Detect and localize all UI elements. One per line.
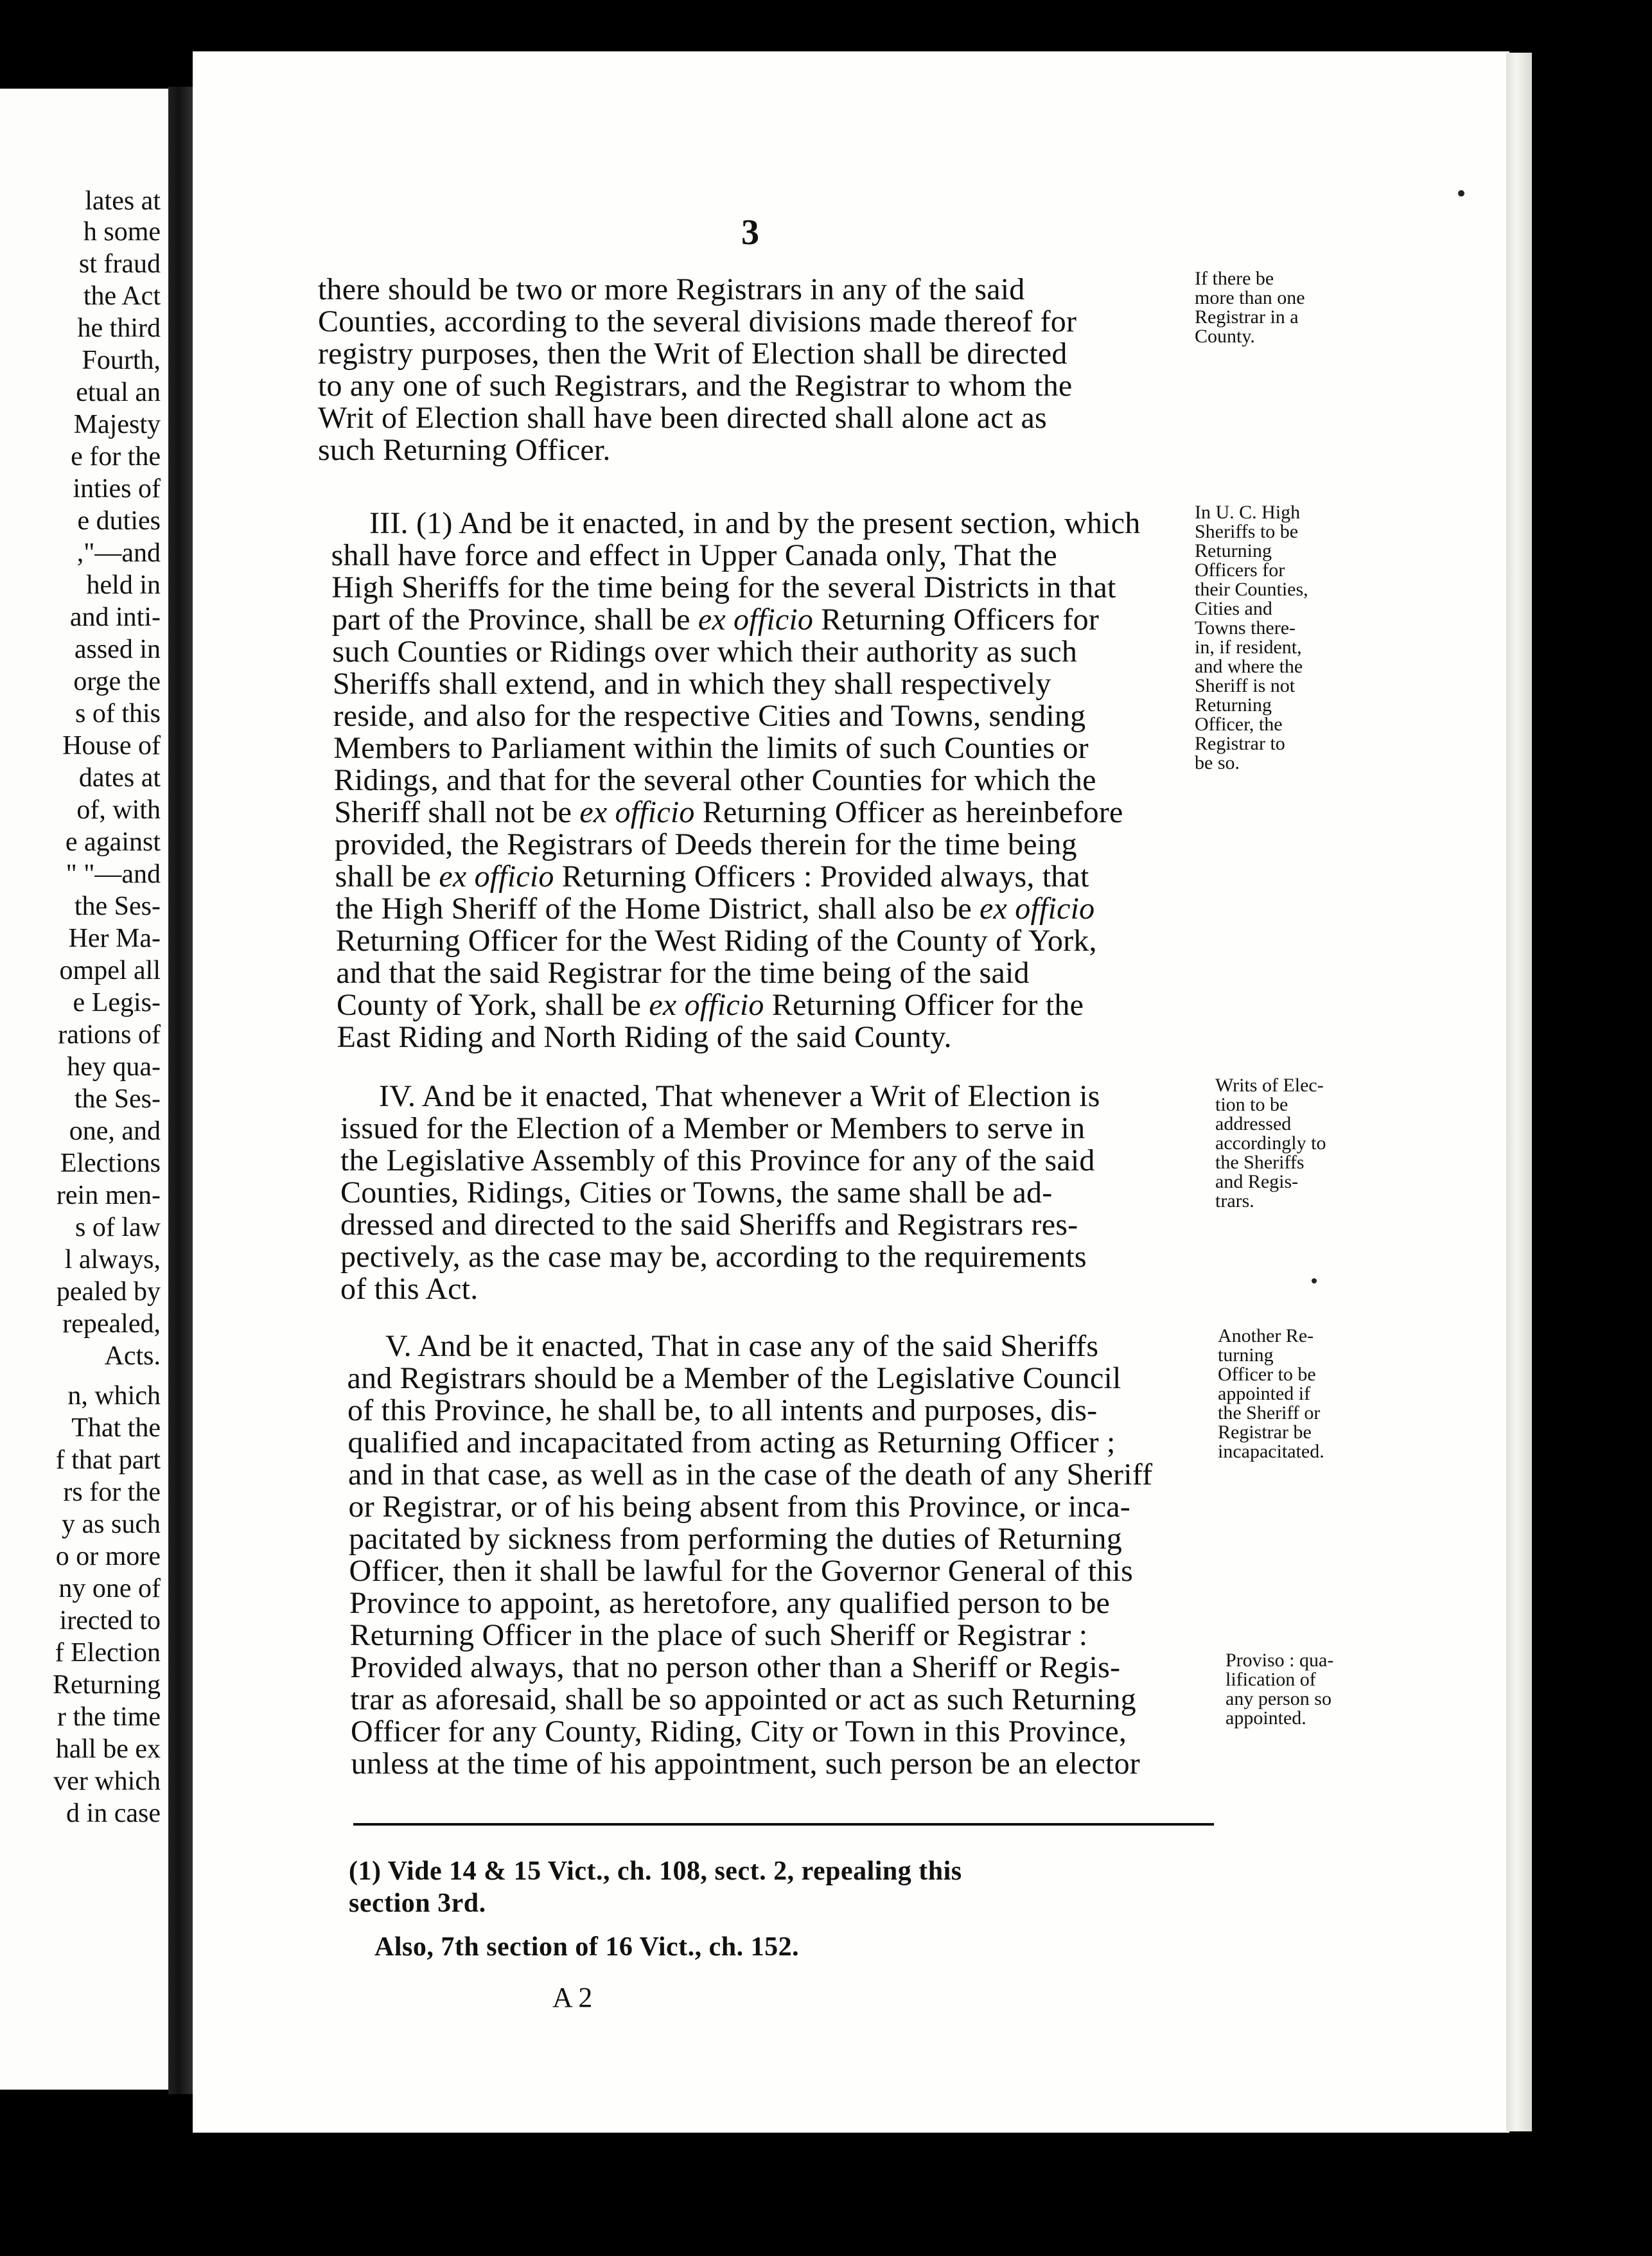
marginal-note-line: Proviso : qua- <box>1226 1650 1334 1671</box>
marginal-note-line: Registrar be <box>1218 1422 1312 1443</box>
facing-page-line: e for the <box>71 442 161 471</box>
signature-mark: A 2 <box>552 1982 593 2013</box>
body-line: III. (1) And be it enacted, in and by the present section, which <box>369 506 1141 540</box>
facing-page-line: the Ses- <box>74 892 161 921</box>
facing-page-line: lates at <box>85 186 161 216</box>
facing-page-line: e duties <box>77 506 161 536</box>
facing-page-line: of, with <box>76 795 161 825</box>
body-line: provided, the Registrars of Deeds therein for the time being <box>335 827 1077 861</box>
facing-page-line: repealed, <box>62 1309 161 1339</box>
facing-page-line: Majesty <box>73 410 161 439</box>
facing-page-line: rations of <box>58 1020 161 1050</box>
body-line: Returning Officer for the West Riding of the County of York, <box>335 924 1097 958</box>
body-line: to any one of such Registrars, and the Registrar to whom the <box>318 369 1073 403</box>
body-line: Returning Officer in the place of such Sheriff or Registrar : <box>349 1618 1088 1652</box>
facing-page-line: d in case <box>66 1799 161 1828</box>
ink-speck <box>1458 190 1464 197</box>
marginal-note-line: be so. <box>1195 752 1240 773</box>
body-line: the High Sheriff of the Home District, shall also be ex officio <box>335 892 1095 926</box>
body-line: pacitated by sickness from performing the duties of Returning <box>349 1522 1122 1556</box>
marginal-note-line: trars. <box>1215 1190 1254 1212</box>
body-line: such Returning Officer. <box>318 433 611 467</box>
footnote-line: Also, 7th section of 16 Vict., ch. 152. <box>374 1932 800 1962</box>
facing-page-line: inties of <box>73 474 161 504</box>
marginal-note-line: Registrar in a <box>1195 306 1299 328</box>
body-line: pectively, as the case may be, according to the requirements <box>340 1240 1087 1274</box>
facing-page-line: dates at <box>78 763 161 793</box>
body-line: Ridings, and that for the several other Counties for which the <box>333 763 1096 797</box>
marginal-note-line: tion to be <box>1215 1094 1288 1115</box>
marginal-note-line: and Regis- <box>1215 1171 1299 1192</box>
facing-page-line: s of this <box>75 699 161 728</box>
facing-page-line: s of law <box>75 1213 161 1242</box>
body-line: qualified and incapacitated from acting as Returning Officer ; <box>347 1425 1116 1459</box>
body-line: Sheriffs shall extend, and in which they shall respectively <box>333 667 1051 701</box>
marginal-note-line: the Sheriffs <box>1215 1152 1305 1173</box>
facing-page-line: l always, <box>64 1245 161 1274</box>
facing-page-line: hey qua- <box>67 1052 161 1082</box>
marginal-note-line: Officer, the <box>1195 714 1283 735</box>
marginal-note-line: Returning <box>1195 694 1272 716</box>
facing-page-left <box>0 89 168 2090</box>
body-line: dressed and directed to the said Sheriffs and Registrars res- <box>340 1208 1078 1242</box>
body-line: Provided always, that no person other than a Sheriff or Regis- <box>350 1650 1121 1684</box>
body-line: IV. And be it enacted, That whenever a Writ of Election is <box>379 1079 1100 1113</box>
facing-page-line: hall be ex <box>55 1734 161 1764</box>
body-line: and Registrars should be a Member of the Legislative Council <box>347 1361 1121 1395</box>
facing-page-line: ompel all <box>59 956 161 985</box>
body-line: County of York, shall be ex officio Returning Officer for the <box>337 988 1084 1022</box>
facing-page-line: orge the <box>73 667 161 696</box>
body-line: High Sheriffs for the time being for the several Districts in that <box>331 570 1116 604</box>
marginal-note-line: Cities and <box>1195 598 1272 619</box>
facing-page-line: etual an <box>76 378 161 407</box>
marginal-note-line: turning <box>1218 1344 1274 1366</box>
marginal-note-line: Registrar to <box>1195 733 1285 754</box>
marginal-note-line: incapacitated. <box>1218 1441 1324 1462</box>
facing-page-line: That the <box>71 1413 161 1443</box>
marginal-note-line: County. <box>1195 326 1255 347</box>
marginal-note-line: more than one <box>1195 287 1305 308</box>
marginal-note-line: If there be <box>1195 268 1274 289</box>
marginal-note-line: their Counties, <box>1195 579 1308 600</box>
facing-page-line: the Ses- <box>74 1084 161 1114</box>
facing-page-line: f Election <box>55 1638 161 1668</box>
page-number: 3 <box>741 213 759 252</box>
body-line: shall be ex officio Returning Officers : Provided always, that <box>335 859 1089 894</box>
marginal-note-line: Returning <box>1195 540 1272 561</box>
facing-page-line: o or more <box>55 1542 161 1571</box>
body-line: reside, and also for the respective Cities and Towns, sending <box>333 699 1086 733</box>
body-line: Writ of Election shall have been directed shall alone act as <box>318 401 1047 435</box>
marginal-note-line: and where the <box>1195 656 1303 677</box>
facing-page-line: and inti- <box>69 603 161 632</box>
body-line: of this Province, he shall be, to all intents and purposes, dis- <box>347 1393 1098 1427</box>
body-line: East Riding and North Riding of the said County. <box>337 1020 952 1054</box>
facing-page-line: the Act <box>83 281 161 311</box>
marginal-note-line: accordingly to <box>1215 1132 1326 1154</box>
body-line: shall have force and effect in Upper Canada only, That the <box>331 538 1057 572</box>
footnote-line: section 3rd. <box>349 1889 486 1918</box>
facing-page-line: Her Ma- <box>68 924 161 953</box>
facing-page-line: rs for the <box>63 1477 161 1507</box>
body-line: such Counties or Ridings over which their authority as such <box>332 635 1078 669</box>
marginal-note-line: addressed <box>1215 1113 1292 1134</box>
facing-page-line: pealed by <box>56 1277 161 1307</box>
facing-page-line: e Legis- <box>73 988 161 1018</box>
book-gutter <box>168 87 194 2094</box>
marginal-note-line: lification of <box>1226 1669 1316 1690</box>
body-line: unless at the time of his appointment, such person be an elector <box>351 1747 1140 1781</box>
marginal-note-line: in, if resident, <box>1195 637 1302 658</box>
body-line: Officer, then it shall be lawful for the Governor General of this <box>349 1554 1133 1588</box>
body-line: Sheriff shall not be ex officio Returning Officer as hereinbefore <box>334 795 1123 829</box>
body-line: and in that case, as well as in the case of the death of any Sheriff <box>348 1458 1153 1492</box>
facing-page-line: he third <box>77 313 161 343</box>
facing-page-line: House of <box>62 731 161 761</box>
body-line: Counties, Ridings, Cities or Towns, the same shall be ad- <box>340 1176 1053 1210</box>
facing-page-line: r the time <box>57 1702 161 1732</box>
facing-page-line: " "—and <box>66 859 161 889</box>
facing-page-line: f that part <box>55 1445 161 1475</box>
marginal-note-line: Sheriffs to be <box>1195 521 1299 542</box>
document-page <box>193 51 1509 2133</box>
facing-page-line: e against <box>65 827 161 857</box>
facing-page-line: h some <box>83 217 161 247</box>
marginal-note-line: appointed. <box>1226 1707 1306 1729</box>
body-line: there should be two or more Registrars in any of the said <box>318 272 1025 306</box>
marginal-note-line: Officer to be <box>1218 1364 1316 1385</box>
facing-page-line: ny one of <box>58 1574 161 1603</box>
body-line: registry purposes, then the Writ of Election shall be directed <box>318 337 1068 371</box>
body-line: the Legislative Assembly of this Province for any of the said <box>340 1143 1095 1177</box>
facing-page-line: Returning <box>53 1670 161 1700</box>
footnote-rule <box>353 1823 1214 1826</box>
body-line: or Registrar, or of his being absent from this Province, or inca- <box>348 1490 1130 1524</box>
marginal-note-line: Writs of Elec- <box>1215 1075 1324 1096</box>
facing-page-line: Elections <box>60 1149 161 1178</box>
facing-page-line: ,"—and <box>76 538 161 568</box>
facing-page-line: y as such <box>62 1510 161 1539</box>
facing-page-line: Acts. <box>104 1341 161 1371</box>
facing-page-line: one, and <box>69 1116 161 1146</box>
facing-page-line: rein men- <box>56 1181 161 1210</box>
marginal-note-line: In U. C. High <box>1195 502 1301 523</box>
marginal-note-line: Sheriff is not <box>1195 675 1296 696</box>
facing-page-line: Fourth, <box>82 346 161 375</box>
body-line: V. And be it enacted, That in case any of the said Sheriffs <box>385 1329 1099 1363</box>
body-line: Province to appoint, as heretofore, any qualified person to be <box>349 1586 1111 1620</box>
facing-page-line: n, which <box>67 1381 161 1411</box>
facing-page-line: ver which <box>53 1767 161 1796</box>
marginal-note-line: Towns there- <box>1195 617 1296 639</box>
marginal-note-line: any person so <box>1226 1688 1331 1709</box>
body-line: and that the said Registrar for the time being of the said <box>336 956 1030 990</box>
body-line: of this Act. <box>340 1272 479 1306</box>
facing-page-line: assed in <box>74 635 161 664</box>
marginal-note-line: the Sheriff or <box>1218 1402 1321 1423</box>
marginal-note-line: Officers for <box>1195 560 1285 581</box>
body-line: Counties, according to the several divisions made thereof for <box>318 304 1077 339</box>
page-edge <box>1506 53 1532 2131</box>
body-line: Officer for any County, Riding, City or Town in this Province, <box>351 1714 1127 1749</box>
marginal-note-line: appointed if <box>1218 1383 1311 1404</box>
facing-page-line: irected to <box>59 1606 161 1635</box>
body-line: issued for the Election of a Member or Members to serve in <box>340 1111 1085 1145</box>
footnote-line: (1) Vide 14 & 15 Vict., ch. 108, sect. 2, repealing this <box>349 1856 962 1886</box>
facing-page-line: held in <box>86 570 161 600</box>
facing-page-line: st fraud <box>78 249 161 279</box>
marginal-note-line: Another Re- <box>1218 1325 1314 1346</box>
body-line: Members to Parliament within the limits of such Counties or <box>333 731 1089 765</box>
ink-speck <box>1312 1278 1317 1283</box>
body-line: part of the Province, shall be ex officio Returning Officers for <box>331 603 1100 637</box>
body-line: trar as aforesaid, shall be so appointed or act as such Returning <box>350 1682 1136 1716</box>
